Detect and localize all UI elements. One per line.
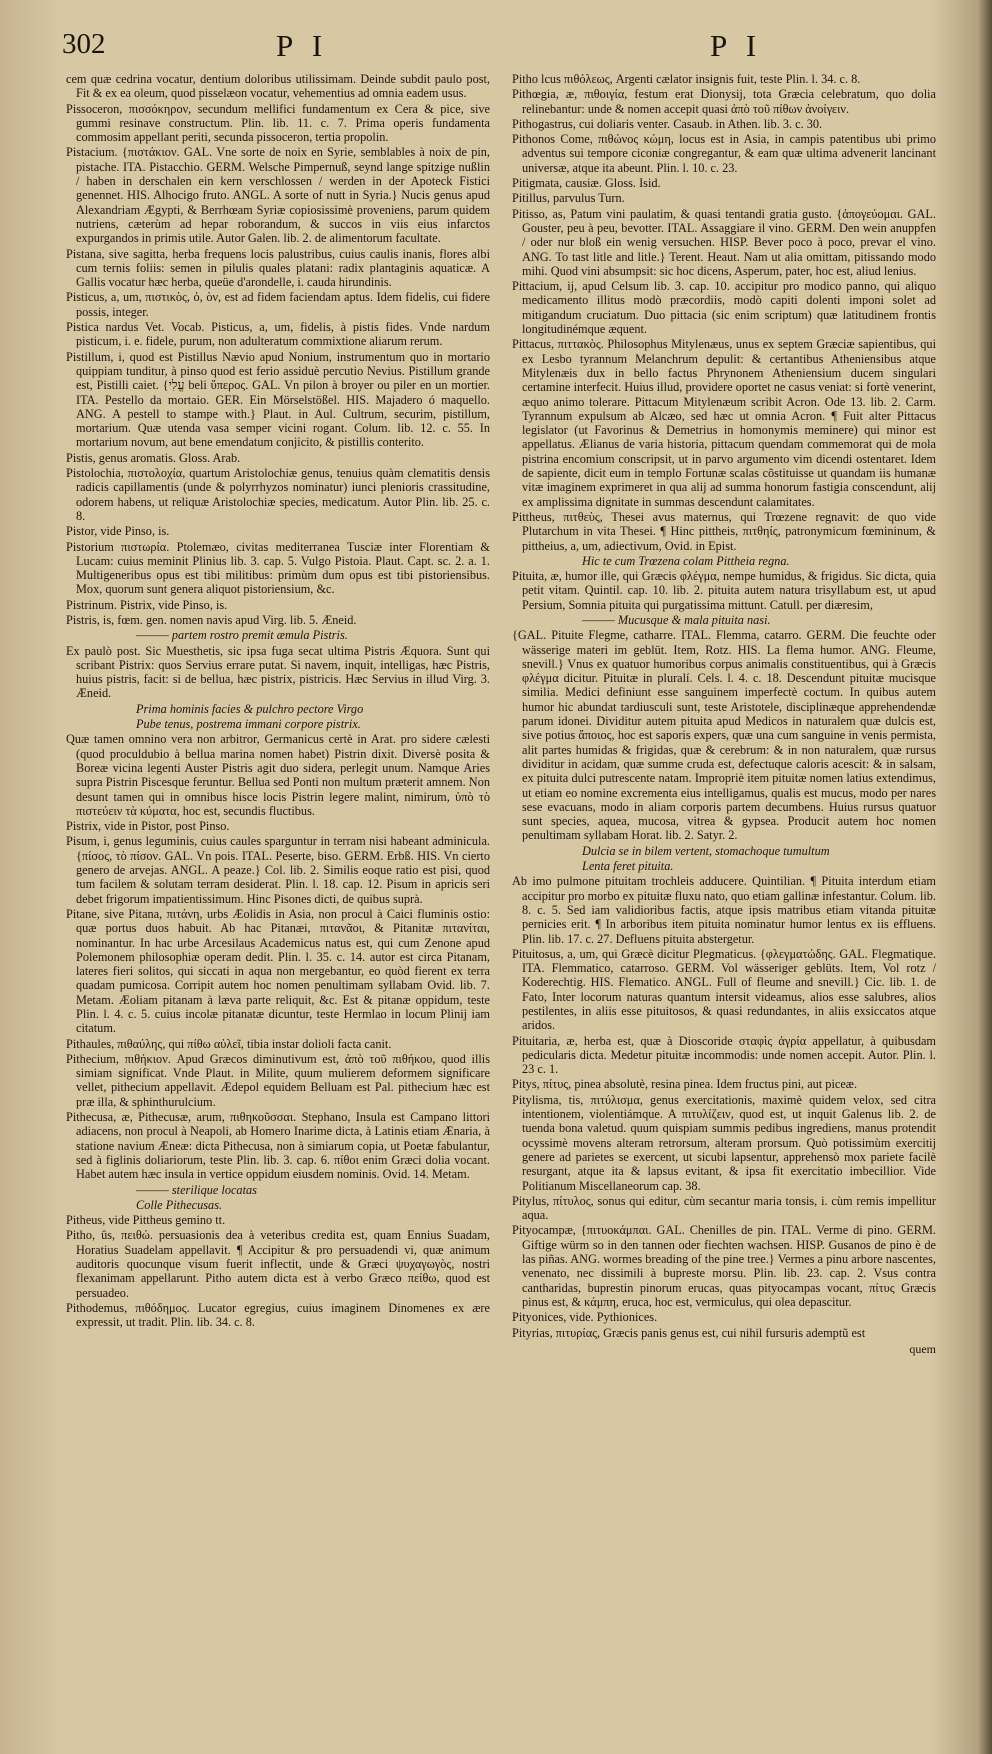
catchword: quem	[909, 1341, 936, 1356]
dictionary-entry: Pitylisma, tis, πιτύλισμα, genus exercitationis, maximè quidem velox, sed citra intentionem, violentiámque. A πιτυλίζειν, quod est, ut inquit Galenus lib. 2. de tuenda bona valetud. quum quispiam summis pedibus ingrediens, manus protendit ocyssimè movens alteram retrorsum, alteram prorsum. Quò potissimùm exercitij genere ad parietes se exercent, ut sicubi lapsentur, apprehensò mox pariete facilè resurgant, atque ita & lapsus evitant, & ipsa fit exercitatio imbecillior. Vide Politianum Miscellaneorum cap. 38.	[512, 1092, 936, 1193]
dictionary-entry: Pistris, is, fœm. gen. nomen navis apud Virg. lib. 5. Æneid.	[66, 612, 357, 627]
dictionary-entry: {GAL. Pituite Flegme, catharre. ITAL. Flemma, catarro. GERM. Die feuchte oder wässerige materi im geblüt. Item, Rotz. HIS. La flema humor. ANG. Fleume, snevill.} Vnus ex quatuor humoribus corpus animalis constituentibus, qui à Græcis φλέγμα dicitur. Pituitæ in pluralí. Cels. l. 4. c. 18. Descendunt pituitæ mucisque similia. Medici definiunt esse sanguinem imperfectè coctum. In quibus autem humor hic abundat tardiusculi sunt, teste Aristotele, disciplinæque apprehendendæ parum idonei. Dividitur autem pituita apud Medicos in naturalem quæ dulcis est, sive potius ἄποιος, hoc est saporis expers, quæ una cum sanguine in venis permista, alit partes humidas & frigidas, quæ & cerebrum: & in non naturalem, quæ rursus dividitur in acidam, quæ summe cruda est, defectuque caloris acescit: & in salsam, ex pituita dulci putrescente natam. Impropriè item pituitæ nomen latius extendimus, ut etiam eo nomine excrementa eius intelligamus, qualis est mucus, modo per nares sese evacuans, modo in aliam corporis partem decumbens. Huius rursus quatuor sunt species, aquea, mucosa, vitrea & gypsea. Producit autem hoc nomen penultimam syllabam Horat. lib. 2. Satyr. 2.	[512, 628, 936, 843]
dictionary-entry: Pistorium πιστωρία. Ptolemæo, civitas mediterranea Tusciæ inter Florentiam & Lucam: cuius meminit Plinius lib. 3. cap. 5. Vulgo Pistoia. Plaut. Capt. sc. 2. a. 1. Multigeneribus opus est tibi militibus: primùm dum opus est tibi pistoriensibus. Mox, quorum sunt genera aliquot pistoriensium, &c.	[66, 539, 490, 597]
dictionary-entry: Pitylus, πίτυλος, sonus qui editur, cùm secantur maria tonsis, i. cùm remis impellitur aqua.	[512, 1193, 936, 1223]
dictionary-entry: Pistacium. {πιστάκιον. GAL. Vne sorte de noix en Syrie, semblables à noix de pin, pistache. ITA. Pistacchio. GERM. Welsche Pimpernuß, seynd lange spitzige nußlin / haben in derschalen ein kern verschlossen / werden in der Apoteck Fistici genennet. HIS. Alhocigo fruto. ANGL. A sorte of nutt in Syria.} Nucis genus apud Alexandriam Ægypti, & Berrhœam Syriæ copiosissimè proveniens, parum quidem nutriens, cæterùm ad hepar roborandum, & succos in viis eius infarctos expurgandos in primis utile. Autor Galen. lib. 2. de alimentorum facultate.	[66, 145, 490, 246]
dictionary-entry: Pithecium, πιθήκιον. Apud Græcos diminutivum est, ἀπὸ τοῦ πιθήκου, quod illis simiam significat. Vnde Plaut. in Milite, quum mulierem deformem significare vellet, pithecium appellavit. Ædepol equidem Belluam est Pal. pithecium hæc est præ illa, & sphinthurulcium.	[66, 1051, 490, 1109]
page-number: 302	[62, 28, 106, 60]
dictionary-entry: Pitho lcus πιθόλεως, Argenti cælator insignis fuit, teste Plin. l. 34. c. 8.	[512, 72, 861, 86]
dictionary-entry: Pithaules, πιθαύλης, qui πίθω αὐλεῖ, tibia instar dolioli facta canit.	[66, 1036, 392, 1051]
dictionary-entry: Quæ tamen omnino vera non arbitror, Germanicus certè in Arat. pro sidere cælesti (quod proculdubio à bellua marina nomen habet) Pistrin dixit. Diversè posita & Boreæ vicina legenti Auster Pistris agit duo sidera, perlegit unum. Namque Aries supra Pistrin Piscesque feruntur. Bellua sed Ponti non multum præterit amnem. Non desunt tamen qui in omnibus hisce locis Pistrin legere malint, nimirum, ὑπὸ τὸ πιστεύειν τὰ κύματα, hoc est, secundis fluctibus.	[66, 732, 490, 818]
dictionary-entry: Pituitaria, æ, herba est, quæ à Dioscoride σταφὶς ἀγρία appellatur, à quibusdam pedicularis dicta. Medetur pituitæ incommodis: unde nomen accepit. Autor. Plin. l. 23 c. 1.	[512, 1033, 936, 1077]
dictionary-entry: Pityonices, vide. Pythionices.	[512, 1310, 658, 1325]
dictionary-entry: Pithodemus, πιθόδημος. Lucator egregius, cuius imaginem Dinomenes ex ære expressit, ut tradit. Plin. lib. 34. c. 8.	[66, 1300, 490, 1330]
verse-quotation: ——— sterilique locatas	[136, 1182, 257, 1197]
verse-quotation: Prima hominis facies & pulchro pectore Virgo	[136, 701, 364, 716]
dictionary-entry: Ex paulò post. Sic Muesthetis, sic ipsa fuga secat ultima Pistris Æquora. Sunt qui scribant Pistrix: quos Servius errare putat. Si navem, inquit, intelligas, hæc Pistris, huius pistris, facit: si de bellua, hæc pistrix, pistricis. Hæc Servius in illud Virg. 3. Æneid.	[66, 643, 490, 701]
page-header	[62, 28, 962, 70]
dictionary-entry: Pistis, genus aromatis. Gloss. Arab.	[66, 450, 241, 465]
running-head-left: P I	[276, 28, 329, 63]
dictionary-entry: Pitisso, as, Patum vini paulatim, & quasi tentandi gratia gusto. {ἀπογεύομαι. GAL. Gouster, peu à peu, bevotter. ITAL. Assaggiare il vino. GERM. Den wein anuppfen / oder nur bloß ein wenig versuchen. HISP. Bever poco à poco, prevar el vino. ANG. To tast litle and litle.} Terent. Heaut. Nam ut alia omittam, pitissando modo mihi. Quod vini absumpsit: sic hoc dicens, Asperum, pater, hoc est, aliud lenius.	[512, 206, 936, 278]
dictionary-entry: Pistrinum. Pistrix, vide Pinso, is.	[66, 597, 228, 612]
right-column	[512, 72, 936, 1744]
dictionary-entry: Pitheus, vide Pittheus gemino tt.	[66, 1213, 226, 1228]
dictionary-entry: Pittacium, ij, apud Celsum lib. 3. cap. 10. accipitur pro modico panno, qui aliquo medicamento illitus modò præcordiis, modò capiti dolenti imponi solet ad mitigandum cruciatum. Duo pittacia (sic enim scriptum) quæ latitudinem frontis longitudinémque æquent.	[512, 279, 936, 337]
verse-quotation: Lenta feret pituita.	[582, 859, 674, 874]
verse-quotation: Hic te cum Trœzena colam Pittheia regna.	[582, 553, 790, 568]
verse-quotation: ——— partem rostro premit æmula Pistris.	[136, 628, 348, 643]
dictionary-entry: Pithonos Come, πιθώνος κώμη, locus est in Asia, in campis patentibus ubi primo adventus sui tempore ciconiæ congregantur, & eam quæ ultima advenerit lancinant universæ, atque ita abeunt. Plin. l. 10. c. 23.	[512, 132, 936, 175]
dictionary-entry: Pityocampæ, {πιτυοκάμπαι. GAL. Chenilles de pin. ITAL. Verme di pino. GERM. Giftige würm so in den tannen oder fiechten wachsen. HISP. Gusanos de pino è de las piñas. ANG. wormes breading of the pine tree.} Vermes a pinu arbore nascentes, venenato, nec dissimili à bupreste morsu. Plin. lib. 23. cap. 2. Vsus contra cantharidas, buprestin pinorum erucas, quas pityocampas vocant, πίτυς Græcis pinus est, & κάμπη, eruca, hoc est, vermiculus, qui olea depascitur.	[512, 1223, 936, 1309]
running-head-right: P I	[710, 28, 763, 63]
dictionary-entry: Pistor, vide Pinso, is.	[66, 524, 170, 539]
dictionary-entry: Pitho, ûs, πειθώ. persuasionis dea à veteribus credita est, quam Ennius Suadam, Horatius Suadelam appellavit. ¶ Accipitur & pro persuadendi vi, quæ animum auditoris quocunque visum fuerit inflectit, unde & Græci ψυχαγωγὸς, nostri flexanimam appellarunt. Pitho autem dicta est à verbo Græco πείθω, quod est persuadeo.	[66, 1228, 490, 1300]
verse-quotation: ——— Mucusque & mala pituita nasi.	[582, 612, 771, 627]
dictionary-entry: Pistica nardus Vet. Vocab. Pisticus, a, um, fidelis, à pistis fides. Vnde nardum pisticum, i. e. fidele, purum, non adulteratum commixtione aliarum rerum.	[66, 320, 490, 349]
verse-quotation: Pube tenus, postrema immani corpore pistrix.	[136, 717, 361, 732]
dictionary-entry: Pitigmata, causiæ. Gloss. Isid.	[512, 176, 661, 191]
dictionary-entry: Pisticus, a, um, πιστικὸς, ὁ, ὸν, est ad fidem faciendam aptus. Idem fidelis, cui fidere possis, integer.	[66, 290, 490, 319]
dictionary-entry: Pithœgia, æ, πιθοιγία, festum erat Dionysij, tota Græcia celebratum, quo dolia relinebantur: unde & nomen accepit quasi ἀπὸ τοῦ πίθων ἀνοίγειν.	[512, 87, 936, 116]
dictionary-entry: Pitys, πίτυς, pinea absolutè, resina pinea. Idem fructus pini, aut piceæ.	[512, 1077, 858, 1092]
dictionary-entry: Pistrix, vide in Pistor, post Pinso.	[66, 819, 230, 834]
dictionary-entry: Ab imo pulmone pituitam trochleis adducere. Quintilian. ¶ Pituita interdum etiam accipitur pro morbo ex pituitæ fluxu nato, quo etiam gallinæ infestantur. Colum. lib. 8. c. 5. Sed iam validioribus factis, atque ipsis matribus etiam vitanda pituitæ pernicies erit. ¶ In arboribus item pituita nominatur humor lentus ex iis effluens. Plin. lib. 17. c. 27. Defluens pituita abstergetur.	[512, 874, 936, 946]
dictionary-entry: Pitillus, parvulus Turn.	[512, 191, 625, 206]
left-column	[66, 72, 490, 1744]
dictionary-entry: Pithecusa, æ, Pithecusæ, arum, πιθηκοῦσσαι. Stephano, Insula est Campano littori adiacens, non procul à Neapoli, ab Homero Inarime dicta, à Latinis etiam Ænaria, à statione navium Æneæ: dicta Pithecusa, non à simiarum copia, ut Poetæ fabulantur, sed à figlinis doliariorum, teste Plin. lib. 3. cap. 6. πίθοι enim Græci dolia vocant. Habet autem hæc insula in vertice oppidum eiusdem nominis. Ovid. 14. Metam.	[66, 1110, 490, 1182]
dictionary-entry: cem quæ cedrina vocatur, dentium doloribus utilissimam. Deinde subdit paulo post, Fit & ex ea oleum, quod pisselæon vocatur, vehementius ad omnia eadem usus.	[66, 72, 490, 101]
dictionary-entry: Pistana, sive sagitta, herba frequens locis palustribus, cuius caulis inanis, flores albi cum ternis foliis: semen in pilulis quales platani: radix plantaginis aquaticæ. A Gallis vocatur hæc herba, queüe d'arondelle, i. cauda hirundinis.	[66, 246, 490, 290]
dictionary-entry: Pistolochia, πιστολοχία, quartum Aristolochiæ genus, tenuius quàm clematitis densis radicis capillamentis (unde & polyrrhyzos nominatur) iunci plenioris crassitudine, odorem habens, ut reliquæ Aristolochiæ species, medicatum. Autor Plin. lib. 25. c. 8.	[66, 466, 490, 523]
dictionary-entry: Pisum, i, genus leguminis, cuius caules sparguntur in terram nisi habeant adminicula. {πίσος, τὸ πίσον. GAL. Vn pois. ITAL. Peserte, biso. GERM. Erbß. HIS. Vn cierto genero de arvejas. ANGL. A peaze.} Col. lib. 2. Similis eoque ratio est pisi, quod tum facilem & solutam terram desiderat. Plin. l. 18. cap. 12. Pisum in apricis seri debet frigorum impatientissimum. Hinc Pisones dicti, de quibus suprà.	[66, 834, 490, 906]
dictionary-entry: Pitane, sive Pitana, πιτάνη, urbs Æolidis in Asia, non procul à Caici fluminis ostio: quæ portus duos habuit. Ab hac Pitanæi, πιτανᾶοι, & Pitanitæ πιτανίται, nominantur. In hac urbe Arcesilaus Academicus natus est, qui cum Zenone apud Polemonem philosophiæ operam dedit. Plin. l. 35. c. 14. autor est circa Pitanam, lateres fieri solitos, qui siccati in aqua non mergebantur, eo quòd fierent ex terra quadam pumicosa. Corripit autem hoc nomen penultimam syllabam Ovid. lib. 7. Metam. Æoliam pitanam à læva parte reliquit, &c. Est & pitanæ oppidum, teste Plin. l. 4. c. 5. cuius incolæ pitanatæ dicuntur, teste Hermlao in locum Plinij iam citatum.	[66, 906, 490, 1036]
dictionary-entry: Pithogastrus, cui doliaris venter. Casaub. in Athen. lib. 3. c. 30.	[512, 116, 823, 131]
verse-quotation: Colle Pithecusas.	[136, 1197, 223, 1212]
dictionary-entry: Pityrias, πιτυρίας, Græcis panis genus est, cui nihil fursuris ademptũ est	[512, 1325, 866, 1340]
verse-quotation: Dulcia se in bilem vertent, stomachoque tumultum	[582, 843, 830, 858]
dictionary-entry: Pittheus, πιτθεὺς, Thesei avus maternus, qui Trœzene regnavit: de quo vide Plutarchum in vita Thesei. ¶ Hinc pittheis, πιτθηίς, patronymicum fœmininum, & pittheius, a, um, adiectivum, Ovid. in Epist.	[512, 509, 936, 553]
dictionary-entry: Pittacus, πιττακὸς. Philosophus Mitylenæus, unus ex septem Græciæ sapientibus, qui ex Lesbo tyrannum Melanchrum depulit: & certantibus Atheniensibus atque Mitylenæis dux in bello factus Phrynonem Atheniensium ducem singulari certamine interfecit. Huius illud, providere oportet ne casus veniat: si fortè venerint, æquo animo tolerare. Pittacum Mitylenæum scribit Acron. Ode 13. lib. 2. Carm. Tyrannum expulsum ab Alcæo, sed hæc ut omnia Acron. ¶ Fuit alter Pittacus legislator (ut Favorinus & Demetrius in homonymis meminere) qui minor est appellatus. Ælianus de varia historia, pittacum quendam commemorat qui de mola pistrina encomium conscripsit, ut in parvo argumento vim dicendi ostentaret. Idem de sapiente, dicit eum in templo Fortunæ scalas cõstituisse ut quandam iis humanæ vitæ imaginem exprimeret in qua alij ad summa honorum fastigia conscendunt, alij ex amplissima dignitate in summas descendunt calamitates.	[512, 337, 936, 509]
dictionary-entry: Pituitosus, a, um, qui Græcè dicitur Plegmaticus. {φλεγματώδης. GAL. Flegmatique. ITA. Flemmatico, catarroso. GERM. Vol wässeriger geblüts. Item, Vol rotz / Koderechtig. HIS. Flematico. ANGL. Full of fleume and snevill.} Cic. lib. 1. de Fato, Inter locorum naturas quantum intersit videamus, alios esse salubres, alios pestilentes, in aliis esse pituitosos, & quasi redundantes, in aliis exsiccatos atque aridos.	[512, 946, 936, 1033]
dictionary-entry: Pituita, æ, humor ille, qui Græcis φλέγμα, nempe humidus, & frigidus. Sic dicta, quia petit vitam. Quintil. cap. 10. lib. 2. pituita autem natura trisyllabum est, ut apud Persium, Somnia pituita qui purgatissima mittunt. Catull. per diæresim,	[512, 569, 936, 612]
page-edge-shadow	[978, 0, 992, 1754]
dictionary-entry: Pissoceron, πισσόκηρον, secundum mellifici fundamentum ex Cera & pice, sive gummi resinave constructum. Plin. lib. 11. c. 7. Prima operis fundamenta commosim appellant periti, secunda pissoceron, tertia propolin.	[66, 101, 490, 145]
dictionary-entry: Pistillum, i, quod est Pistillus Nævio apud Nonium, instrumentum quo in mortario quippiam tunditur, à pinso quod est ferio assiduè percutio Nevius. Pistillum grande est, Pistilli caiet. {עֱלִי beli ὕπερος. GAL. Vn pilon à broyer ou piler en un mortier. ITA. Pestello da mortaio. GER. Ein Mörselstößel. HIS. Majadero ó maquello. ANG. A pestell to stampe with.} Plaut. in Aul. Cultrum, securim, pistillum, mortarium. Quæ utenda vasa semper vicini rogant. Colum. lib. 12. c. 55. In mortarium novum, aut bene emendatum conjicito, & pistillis conterito.	[66, 349, 490, 450]
